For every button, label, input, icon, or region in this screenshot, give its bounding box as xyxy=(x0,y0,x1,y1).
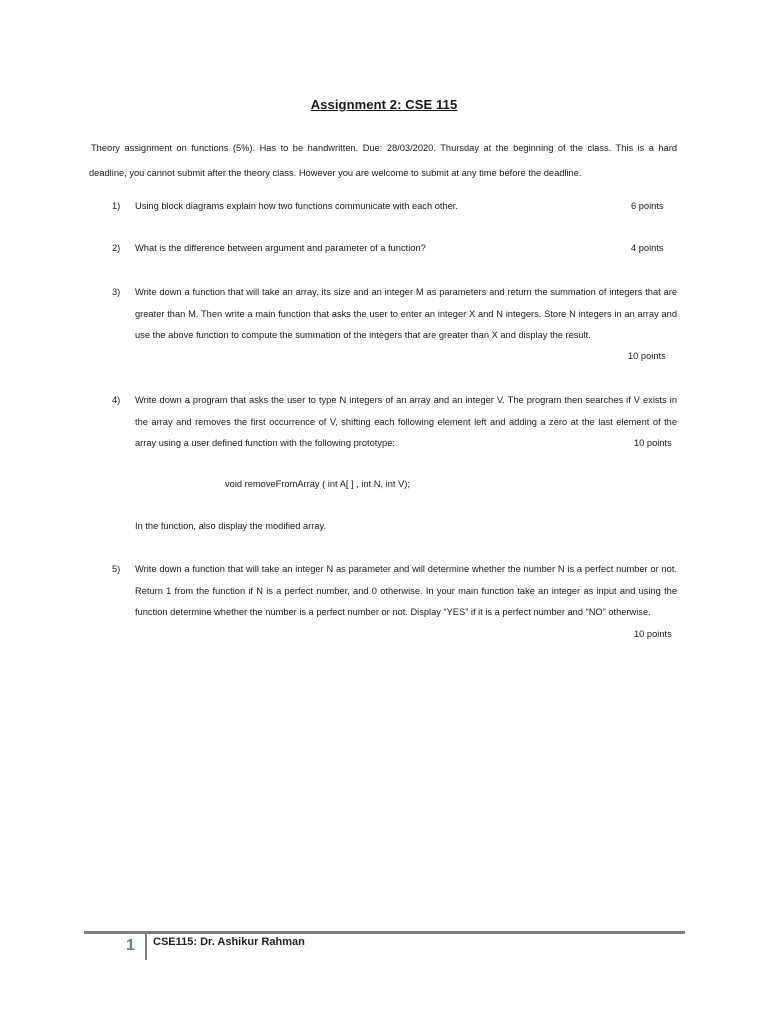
question-4-number: 4) xyxy=(112,395,121,405)
question-4-note: In the function, also display the modified array. xyxy=(135,521,327,531)
question-3-number: 3) xyxy=(112,287,121,297)
question-1-text: Using block diagrams explain how two functions communicate with each other. xyxy=(135,201,458,211)
question-5-number: 5) xyxy=(112,564,121,574)
footer-divider xyxy=(145,934,147,960)
question-2-text: What is the difference between argument and parameter of a function? xyxy=(135,243,426,253)
question-1-points: 6 points xyxy=(631,201,664,211)
question-4-text: Write down a program that asks the user to type N integers of an array and an integer V. The program then searches if V exists in the array and removes the first occurrence of V, shifting each following element left and adding a zero at the last element of the array using a user defined function with the following prototype: xyxy=(135,395,677,449)
question-2-number: 2) xyxy=(112,243,121,253)
assignment-title: Assignment 2: CSE 115 xyxy=(310,97,458,112)
question-1-number: 1) xyxy=(112,201,121,211)
question-5-points: 10 points xyxy=(634,629,672,639)
question-5-text: Write down a function that will take an integer N as parameter and will determine whether the number N is a perfect number or not. Return 1 from the function if N is a perfect number, and 0 otherwise. In your main function take an integer as input and using the function determine whether the number is a perfect number or not. Display “YES” if it is a perfect number and “NO” otherwise. xyxy=(135,564,677,618)
footer-page-number: 1 xyxy=(126,937,135,954)
intro-paragraph: Theory assignment on functions (5%). Has to be handwritten. Due: 28/03/2020. Thursday at the beginning of the class. This is a hard deadline, you cannot submit after the theory class. However you are welcome to submit at any time before the deadline. xyxy=(89,143,677,178)
question-3-text: Write down a function that will take an array, its size and an integer M as parameters and return the summation of integers that are greater than M. Then write a main function that asks the user to enter an integer X and N integers. Store N integers in an array and use the above function to compute the summation of the integers that are greater than X and display the result. xyxy=(135,287,677,341)
footer-author: CSE115: Dr. Ashikur Rahman xyxy=(153,936,305,948)
question-3-points: 10 points xyxy=(628,351,666,361)
question-2-points: 4 points xyxy=(631,243,664,253)
question-4-points: 10 points xyxy=(634,438,672,448)
function-prototype: void removeFromArray ( int A[ ] , int N, int V); xyxy=(225,479,410,489)
footer-rule xyxy=(84,931,685,934)
